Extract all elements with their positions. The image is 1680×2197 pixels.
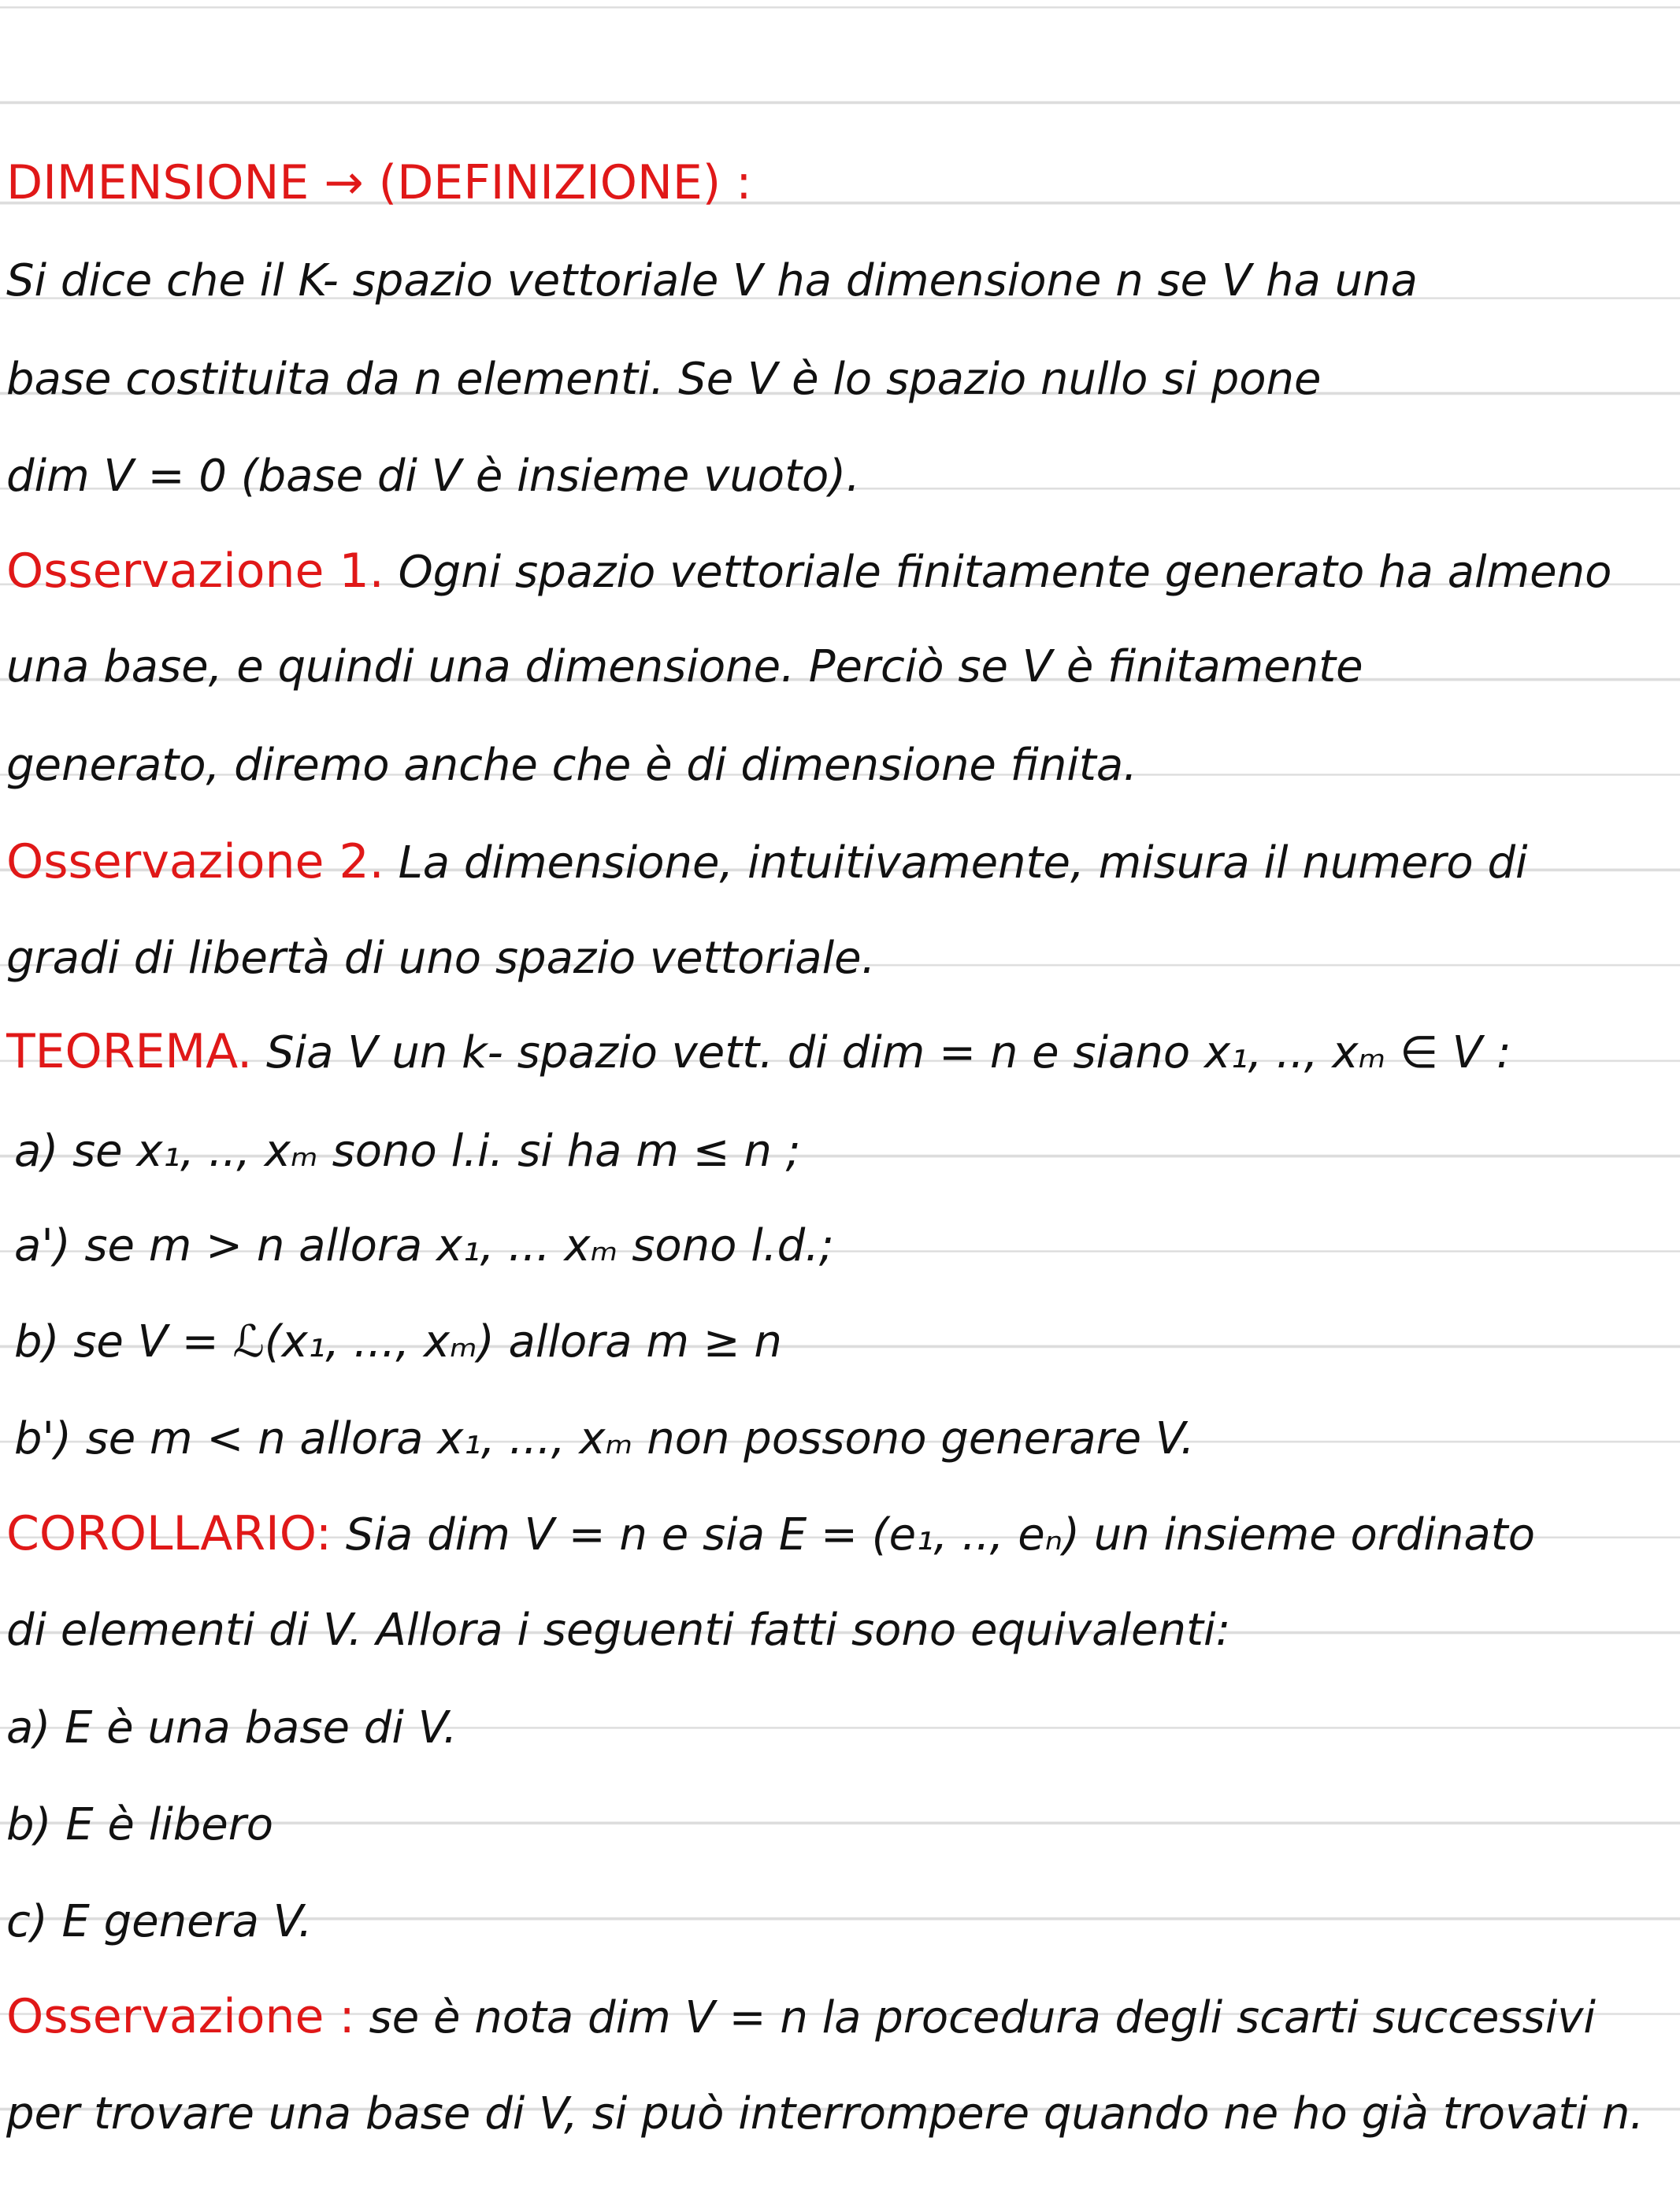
corollary-item-c: c) E genera V. (6, 1896, 313, 1947)
corollary-item-a: a) E è una base di V. (6, 1702, 458, 1754)
definition-line-3: dim V = 0 (base di V è insieme vuoto). (6, 451, 860, 502)
title-line (6, 142, 1672, 224)
obs1-line-2: una base, e quindi una dimensione. Perciò se V è finitamente (6, 641, 1363, 692)
obs3-heading: Osservazione : (6, 1989, 355, 2044)
corollary-intro: Sia dim V = n e sia E = (e₁, .., eₙ) un insieme ordinato (345, 1509, 1535, 1561)
definition-line-2: base costituita da n elementi. Se V è lo spazio nullo si pone (6, 354, 1322, 405)
theorem-item-b: b) se V = ℒ(x₁, ..., xₘ) allora m ≥ n (14, 1316, 782, 1368)
theorem-intro: Sia V un k- spazio vett. di dim = n e siano x₁, .., xₘ ∈ V : (266, 1027, 1511, 1078)
theorem-heading: TEOREMA. (6, 1024, 253, 1079)
obs1-text-1: Ogni spazio vettoriale finitamente generato ha almeno (398, 547, 1612, 598)
section-title: DIMENSIONE → (DEFINIZIONE) : (6, 155, 752, 210)
definition-line-1: Si dice che il K- spazio vettoriale V ha dimensione n se V ha una (6, 255, 1418, 306)
obs2-line-2: gradi di libertà di uno spazio vettoriale. (6, 933, 876, 984)
obs3-line-1 (6, 1976, 1672, 2058)
corollary-line (6, 1493, 1672, 1575)
theorem-item-a: a) se x₁, .., xₘ sono l.i. si ha m ≤ n ; (14, 1126, 801, 1177)
obs2-line-1 (6, 821, 1672, 903)
theorem-line (6, 1011, 1672, 1093)
obs1-line-3: generato, diremo anche che è di dimensione finita. (6, 740, 1137, 791)
theorem-item-b-prime: b') se m < n allora x₁, ..., xₘ non possono generare V. (14, 1413, 1195, 1464)
corollary-item-b: b) E è libero (6, 1799, 274, 1850)
corollary-intro-2: di elementi di V. Allora i seguenti fatti sono equivalenti: (6, 1605, 1231, 1656)
obs1-heading: Osservazione 1. (6, 544, 384, 599)
corollary-heading: COROLLARIO: (6, 1506, 332, 1561)
theorem-item-a-prime: a') se m > n allora x₁, ... xₘ sono l.d.; (14, 1220, 834, 1271)
obs2-text-1: La dimensione, intuitivamente, misura il numero di (398, 837, 1528, 889)
obs1-line-1 (6, 530, 1672, 612)
obs3-text-1: se è nota dim V = n la procedura degli scarti successivi (369, 1992, 1596, 2043)
obs2-heading: Osservazione 2. (6, 834, 384, 889)
obs3-line-2: per trovare una base di V, si può interrompere quando ne ho già trovati n. (6, 2088, 1645, 2139)
